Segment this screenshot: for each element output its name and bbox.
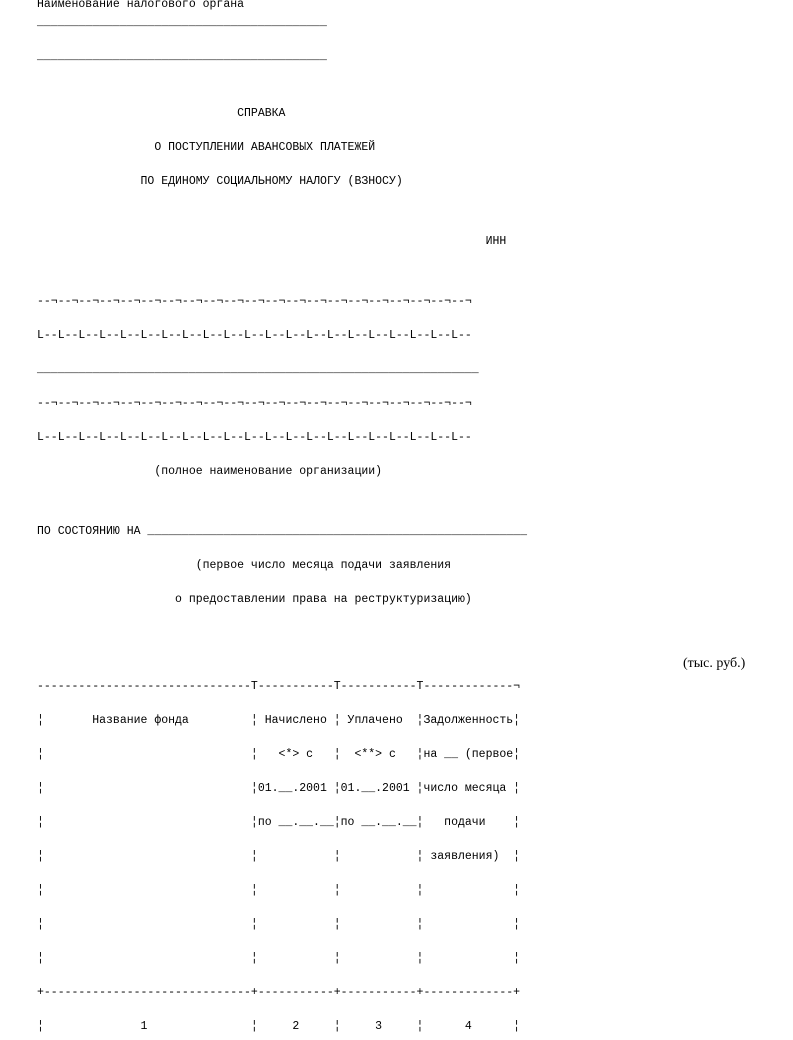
as-of-line: ПО СОСТОЯНИЮ НА _______________________________________________________ — [37, 525, 527, 538]
table-header-row: ¦ Название фонда ¦ Начислено ¦ Уплачено ¦Задолженность¦ — [37, 714, 521, 727]
document-subtitle-2: ПО ЕДИНОМУ СОЦИАЛЬНОМУ НАЛОГУ (ВЗНОСУ) — [37, 175, 403, 188]
first-day-caption-2: о предоставлении права на реструктуризацию) — [37, 593, 472, 606]
table-header-row: ¦ ¦ ¦ ¦ ¦ — [37, 952, 521, 965]
table-top-border: -------------------------------T-----------T-----------T-------------¬ — [37, 680, 521, 693]
org-cells-top: --¬--¬--¬--¬--¬--¬--¬--¬--¬--¬--¬--¬--¬--¬--¬--¬--¬--¬--¬--¬--¬ — [37, 397, 472, 410]
table-header-row: ¦ ¦по __.__.__¦по __.__.__¦ подачи ¦ — [37, 816, 521, 829]
org-name-line: ________________________________________________________________ — [37, 363, 479, 376]
table-header-row: ¦ ¦01.__.2001 ¦01.__.2001 ¦число месяца ¦ — [37, 782, 521, 795]
document-title: СПРАВКА — [37, 107, 286, 120]
table-header-row: ¦ ¦ ¦ ¦ заявления) ¦ — [37, 850, 521, 863]
org-name-caption: (полное наименование организации) — [37, 465, 383, 478]
table-header-row: ¦ ¦ <*> с ¦ <**> с ¦на __ (первое¦ — [37, 748, 521, 761]
tax-authority-blank-line: __________________________________________ — [37, 16, 327, 29]
units-label: (тыс. руб.) — [683, 656, 746, 671]
table-header-row: ¦ ¦ ¦ ¦ ¦ — [37, 884, 521, 897]
org-cells-bottom: L--L--L--L--L--L--L--L--L--L--L--L--L--L--L--L--L--L--L--L--L-- — [37, 431, 472, 444]
table-separator: +------------------------------+-----------+-----------+-------------+ — [37, 986, 521, 999]
inn-label: ИНН — [37, 235, 507, 248]
tax-authority-label: Наименование налогового органа — [37, 0, 245, 11]
first-day-caption-1: (первое число месяца подачи заявления — [37, 559, 452, 572]
tax-authority-blank-line-2: __________________________________________ — [37, 50, 327, 63]
document-subtitle-1: О ПОСТУПЛЕНИИ АВАНСОВЫХ ПЛАТЕЖЕЙ — [37, 141, 376, 154]
table-header-row: ¦ ¦ ¦ ¦ ¦ — [37, 918, 521, 931]
table-column-numbers-row: ¦ 1 ¦ 2 ¦ 3 ¦ 4 ¦ — [37, 1020, 521, 1033]
inn-cells-top: --¬--¬--¬--¬--¬--¬--¬--¬--¬--¬--¬--¬--¬--¬--¬--¬--¬--¬--¬--¬--¬ — [37, 295, 472, 308]
inn-cells-bottom: L--L--L--L--L--L--L--L--L--L--L--L--L--L--L--L--L--L--L--L--L-- — [37, 329, 472, 342]
